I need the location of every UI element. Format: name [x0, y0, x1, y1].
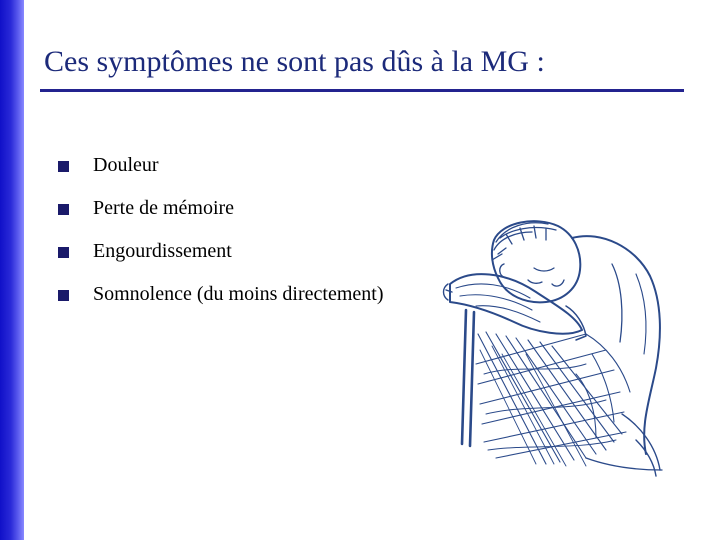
bullet-text: Perte de mémoire — [93, 197, 235, 219]
square-bullet-icon — [58, 161, 69, 172]
square-bullet-icon — [58, 290, 69, 301]
bullet-item — [58, 273, 383, 316]
bullet-item — [58, 230, 383, 273]
bullet-item — [58, 144, 383, 187]
slide-accent-bar — [0, 0, 24, 540]
square-bullet-icon — [58, 204, 69, 215]
bullet-text: Engourdissement — [93, 240, 232, 262]
slide-title: Ces symptômes ne sont pas dûs à la MG : — [44, 45, 545, 78]
square-bullet-icon — [58, 247, 69, 258]
bullet-text: Douleur — [93, 154, 159, 176]
bullet-list — [58, 144, 383, 316]
title-underline — [40, 89, 684, 92]
bullet-item — [58, 187, 383, 230]
bullet-text: Somnolence (du moins directement) — [93, 283, 384, 305]
sleeping-person-sketch-icon — [436, 214, 680, 480]
